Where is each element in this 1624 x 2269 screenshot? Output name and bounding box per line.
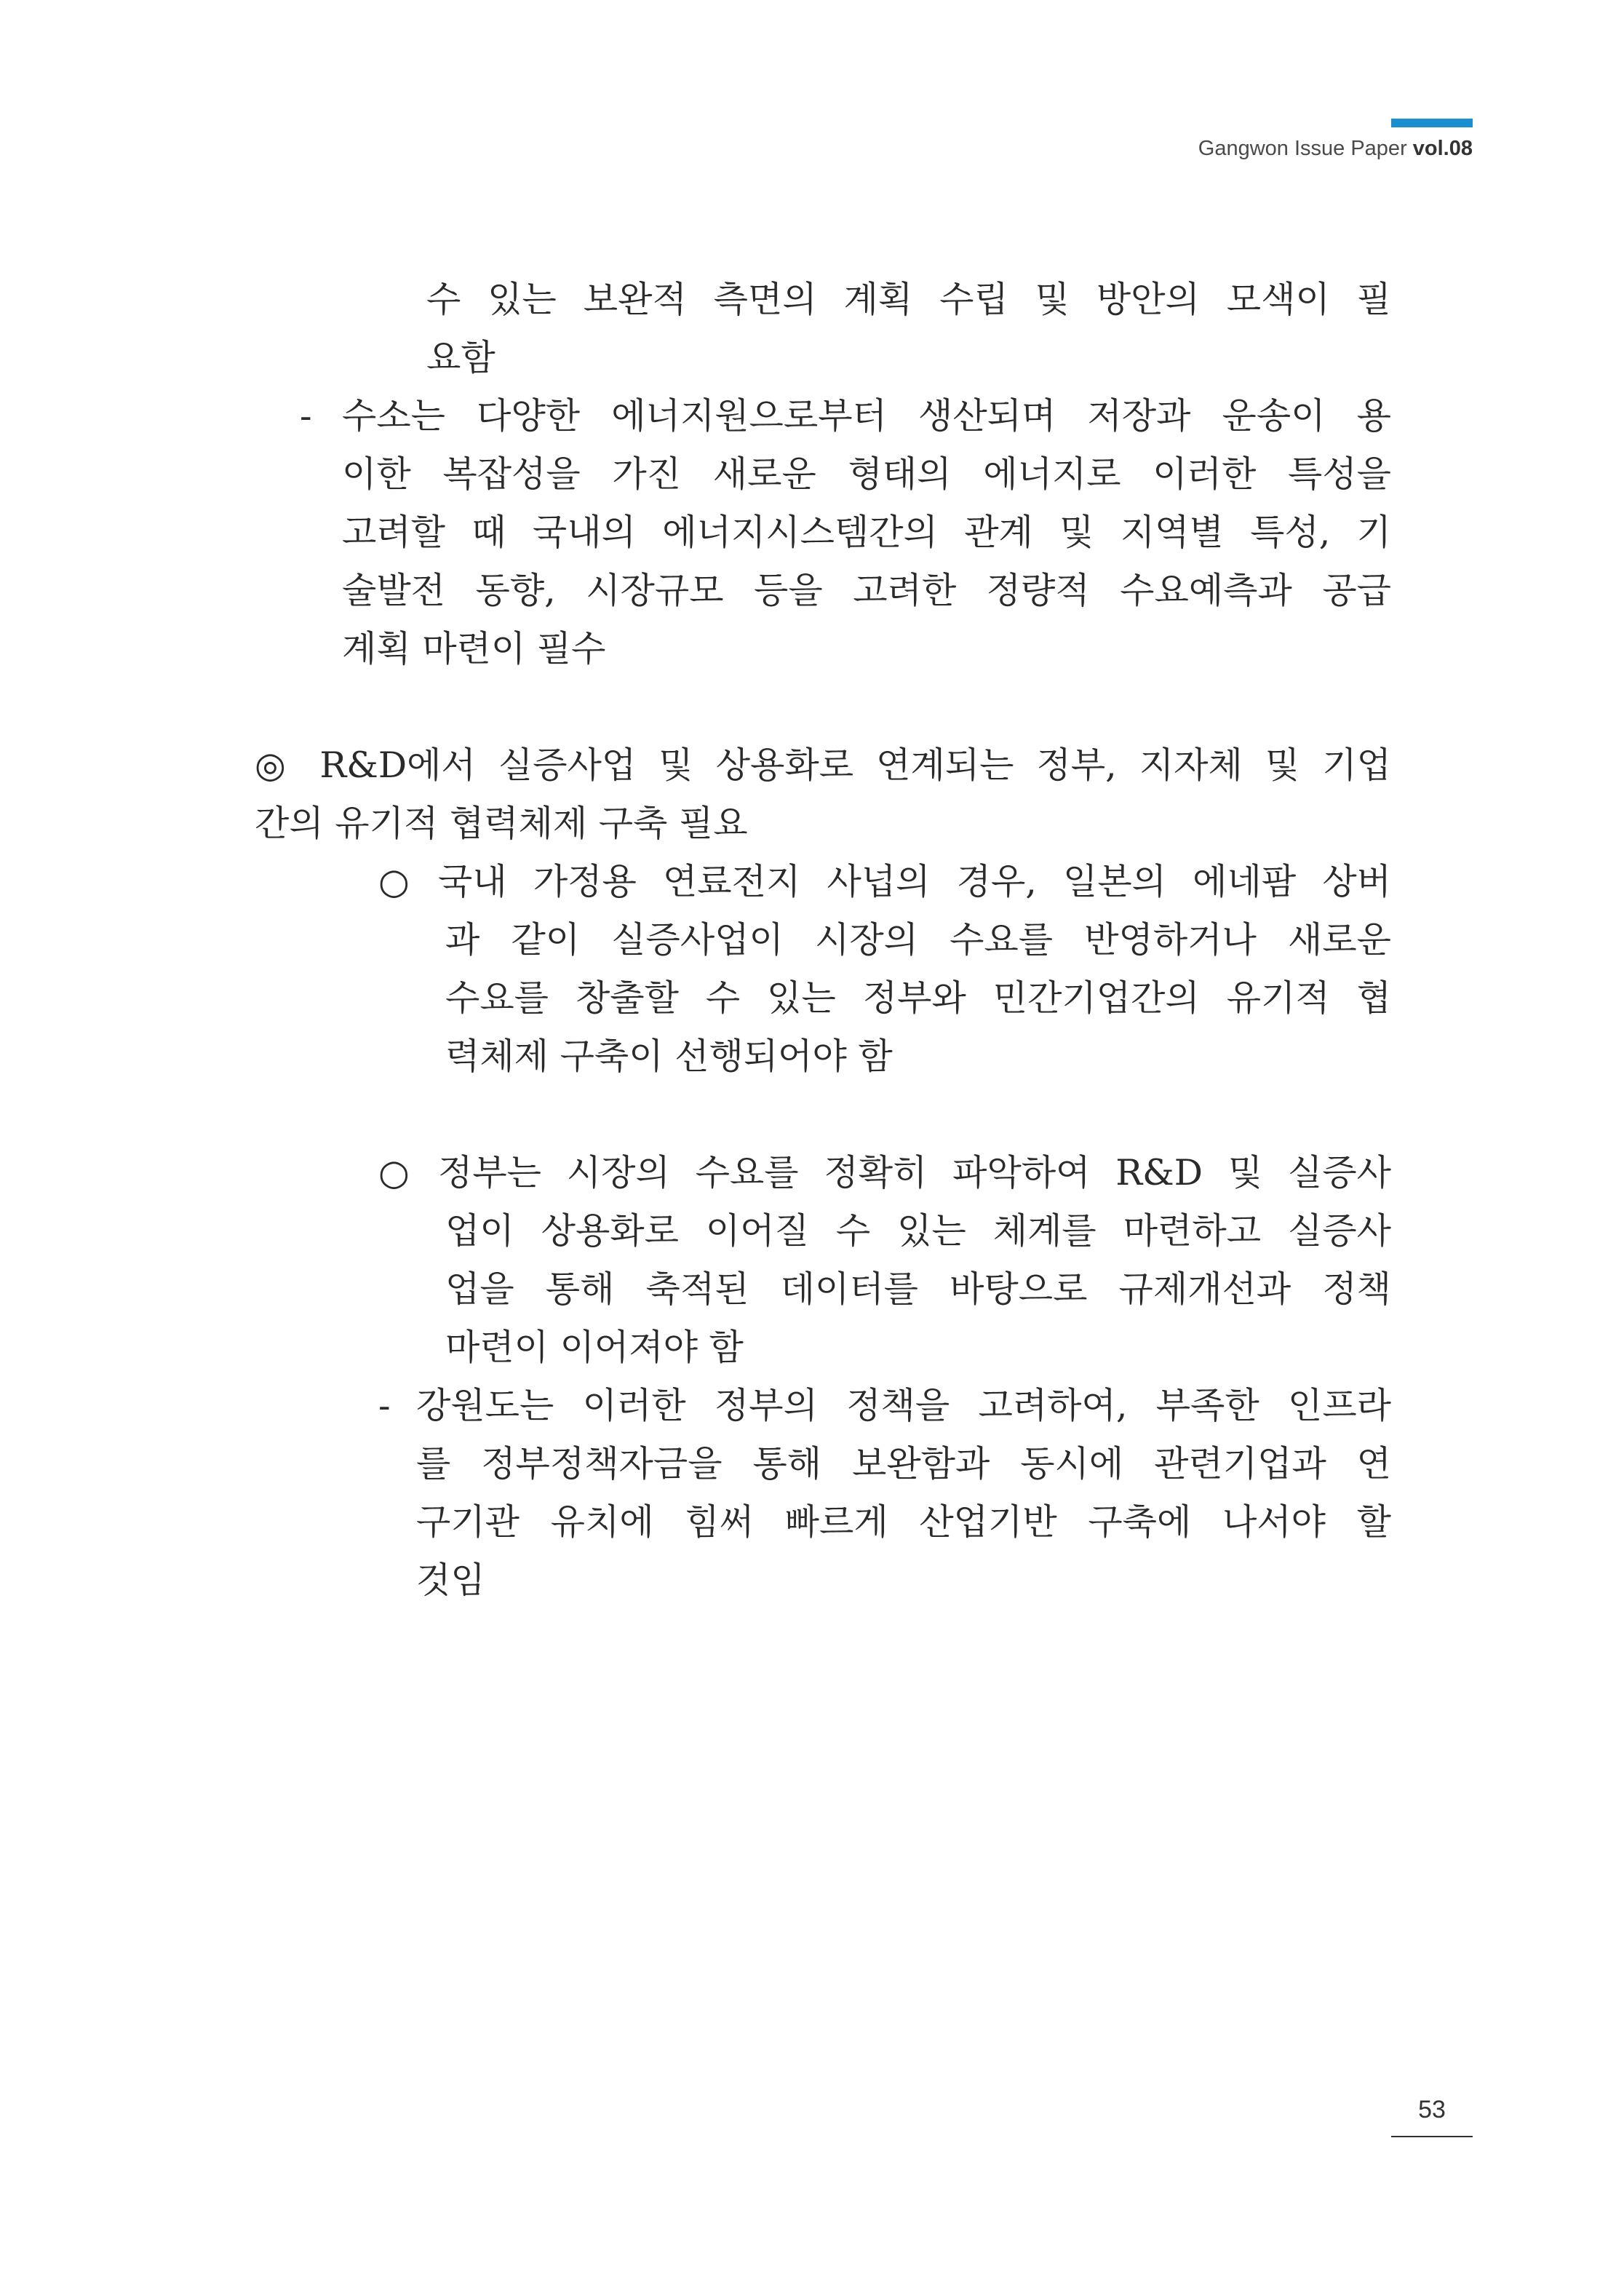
running-header	[1198, 137, 1473, 161]
page-number: 53	[1418, 2096, 1446, 2123]
circle-bullet-marker: ○	[378, 1152, 410, 1193]
header-accent-bar	[1391, 119, 1473, 127]
paragraph-line: 이한 복잡성을 가진 새로운 형태의 에너지로 이러한 특성을	[342, 453, 1391, 495]
section-heading-line: ◎ R&D에서 실증사업 및 상용화로 연계되는 정부, 지자체 및 기업	[255, 744, 1391, 786]
volume-label: vol.08	[1412, 137, 1473, 160]
paragraph-line: 고려할 때 국내의 에너지시스템간의 관계 및 지역별 특성, 기	[342, 512, 1391, 553]
paragraph-line: 력체제 구축이 선행되어야 함	[445, 1036, 893, 1077]
series-title: Gangwon Issue Paper	[1198, 137, 1413, 160]
paragraph-line: 과 같이 실증사업이 시장의 수요를 반영하거나 새로운	[445, 919, 1391, 961]
section-heading-line: 간의 유기적 협력체제 구축 필요	[255, 803, 748, 844]
paragraph-line: 를 정부정책자금을 통해 보완함과 동시에 관련기업과 연	[416, 1443, 1391, 1485]
paragraph-line: 국내 가정용 연료전지 사넙의 경우, 일본의 에네팜 상버	[438, 861, 1391, 902]
paragraph-line: 계획 마련이 필수	[342, 628, 606, 669]
dash-bullet-marker: -	[300, 395, 312, 437]
paragraph-line: 업을 통해 축적된 데이터를 바탕으로 규제개선과 정책	[445, 1268, 1391, 1310]
paragraph-line: 수소는 다양한 에너지원으로부터 생산되며 저장과 운송이 용	[342, 395, 1391, 437]
circle-bullet-marker: ○	[378, 861, 410, 902]
paragraph-line: 업이 상용화로 이어질 수 있는 체계를 마련하고 실증사	[445, 1210, 1391, 1252]
paragraph-line: 요함	[426, 337, 495, 378]
paragraph-line: 것임	[416, 1559, 485, 1601]
paragraph-line: 술발전 동향, 시장규모 등을 고려한 정량적 수요예측과 공급	[342, 570, 1391, 611]
page-number-rule	[1391, 2136, 1473, 2137]
paragraph-line: 수 있는 보완적 측면의 계획 수립 및 방안의 모색이 필	[426, 279, 1391, 320]
paragraph-line: 강원도는 이러한 정부의 정책을 고려하여, 부족한 인프라	[416, 1385, 1391, 1426]
paragraph-line: 정부는 시장의 수요를 정확히 파악하여 R&D 및 실증사	[438, 1152, 1391, 1193]
paragraph-line: 수요를 창출할 수 있는 정부와 민간기업간의 유기적 협	[445, 977, 1391, 1019]
dash-bullet-marker: -	[378, 1385, 391, 1426]
paragraph-line: 마련이 이어져야 함	[445, 1327, 744, 1368]
paragraph-line: 구기관 유치에 힘써 빠르게 산업기반 구축에 나서야 할	[416, 1501, 1391, 1543]
